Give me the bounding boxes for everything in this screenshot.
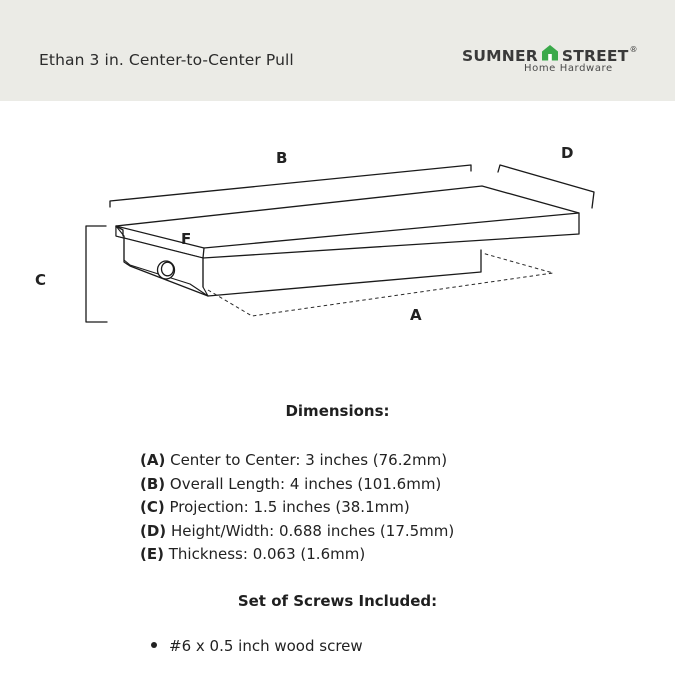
house-icon [541,44,559,65]
dimensions-heading: Dimensions: [285,402,390,420]
registered-mark: ® [629,45,638,54]
label-a: A [410,306,422,324]
list-item: (A) Center to Center: 3 inches (76.2mm) [140,451,448,469]
dimensions-list [140,449,454,567]
list-item: (C) Projection: 1.5 inches (38.1mm) [140,498,410,516]
list-item: (E) Thickness: 0.063 (1.6mm) [140,545,366,563]
pull-dimension-diagram [0,101,675,361]
brand-subtitle: Home Hardware [524,63,613,74]
brand-word-sumner: SUMNER [462,46,538,65]
label-b: B [276,149,288,167]
product-title: Ethan 3 in. Center-to-Center Pull [39,51,294,69]
screws-heading: Set of Screws Included: [237,592,438,610]
dimension-a-dashed-line [208,253,553,316]
brand-logo [462,41,642,81]
brand-word-street: STREET [561,46,629,65]
bullet-icon [151,642,157,648]
header-band [0,0,675,101]
label-c: C [35,271,47,289]
list-item: (D) Height/Width: 0.688 inches (17.5mm) [140,521,455,540]
list-item: (B) Overall Length: 4 inches (101.6mm) [140,474,442,493]
list-item: #6 x 0.5 inch wood screw [151,637,363,655]
screws-list [151,637,363,655]
label-f: F [181,230,192,248]
dimension-c-line [86,226,107,322]
label-d: D [561,144,574,162]
